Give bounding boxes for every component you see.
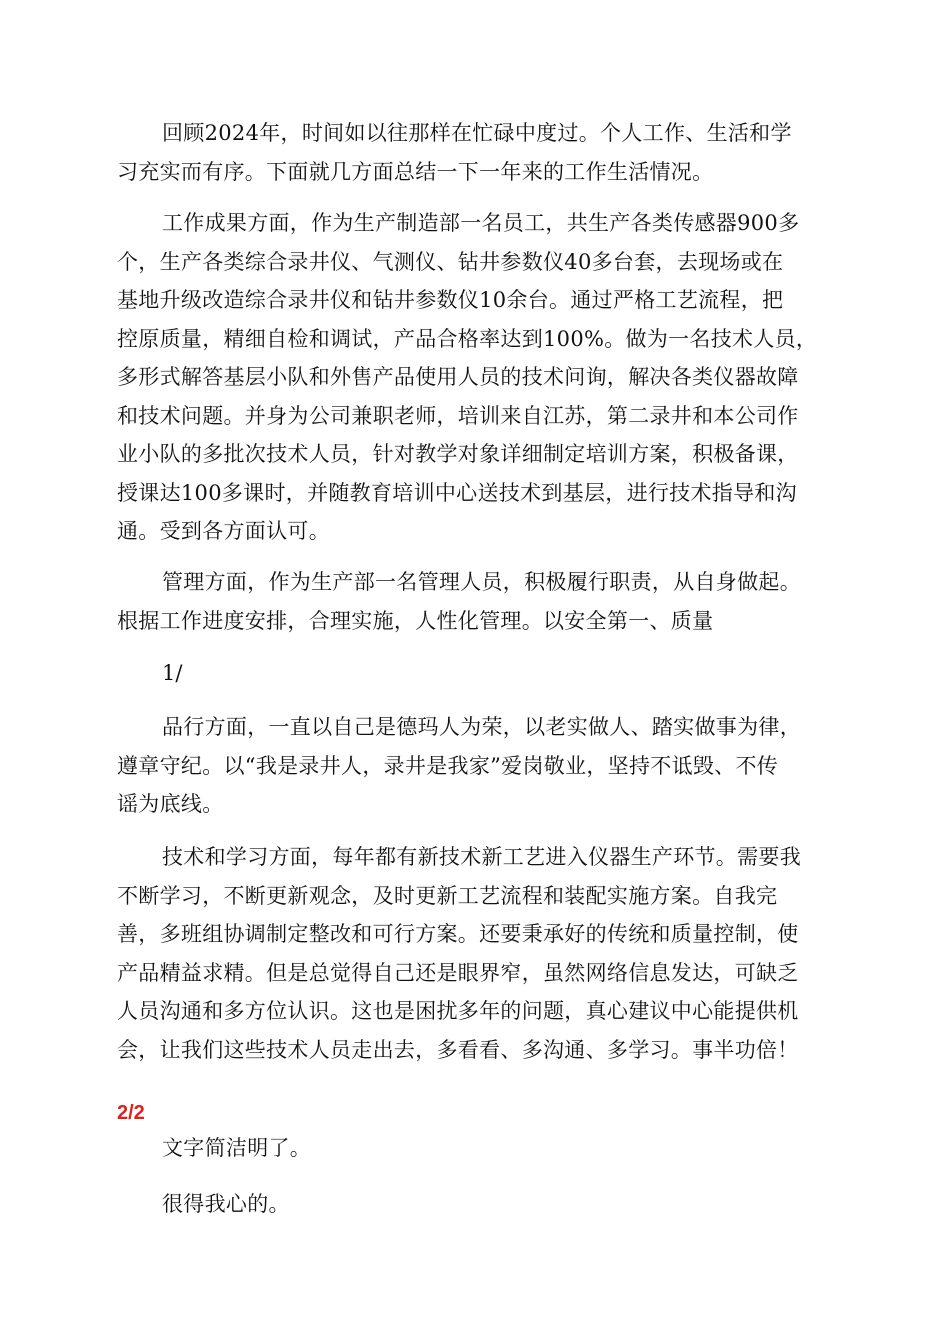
text-line: 根据工作进度安排，合理实施，人性化管理。以安全第一、质量	[117, 608, 714, 633]
paragraph-technology-learning	[117, 838, 833, 1069]
page-number-1: 1/	[162, 661, 183, 685]
paragraph-conduct	[117, 708, 833, 824]
paragraph-review-intro	[117, 114, 833, 191]
text-line: 业小队的多批次技术人员，针对教学对象详细制定培训方案，积极备课，	[117, 442, 799, 466]
text-line: 习充实而有序。下面就几方面总结一下一年来的工作生活情况。	[117, 159, 714, 184]
text-line: 遵章守纪。以“我是录井人，录井是我家”爱岗敬业，坚持不诋毁、不传	[117, 753, 779, 778]
text-line: 控原质量，精细自检和调试，产品合格率达到100%。做为一名技术人员，	[117, 326, 818, 351]
text-line: 谣为底线。	[117, 792, 224, 816]
page-number-2: 2/2	[117, 1102, 145, 1124]
text-line: 回顾2024年，时间如以往那样在忙碌中度过。个人工作、生活和学	[162, 121, 792, 145]
comment-approval	[117, 1185, 833, 1224]
text-line: 管理方面，作为生产部一名管理人员，积极履行职责，从自身做起。	[162, 570, 801, 594]
paragraph-work-results	[117, 204, 833, 551]
text-line: 不断学习，不断更新观念，及时更新工艺流程和装配实施方案。自我完	[117, 883, 778, 908]
text-line: 品行方面，一直以自己是德玛人为荣，以老实做人、踏实做事为律，	[162, 715, 801, 739]
text-line: 工作成果方面，作为生产制造部一名员工，共生产各类传感器900多	[162, 211, 800, 235]
comment-concise	[117, 1129, 833, 1168]
text-line: 通。受到各方面认可。	[117, 519, 330, 543]
text-line: 多形式解答基层小队和外售产品使用人员的技术问询，解决各类仪器故障	[117, 365, 799, 389]
text-line: 基地升级改造综合录井仪和钻井参数仪10余台。通过严格工艺流程，把	[117, 288, 784, 312]
text-line: 文字简洁明了。	[162, 1136, 312, 1160]
text-line: 会，让我们这些技术人员走出去，多看看、多沟通、多学习。事半功倍！	[117, 1037, 799, 1062]
text-line: 很得我心的。	[162, 1192, 290, 1216]
paragraph-management	[117, 563, 833, 640]
text-line: 授课达100多课时，并随教育培训中心送技术到基层，进行技术指导和沟	[117, 480, 797, 505]
text-line: 善，多班组协调制定整改和可行方案。还要秉承好的传统和质量控制，使	[117, 922, 799, 946]
text-line: 个，生产各类综合录井仪、气测仪、钻井参数仪40多台套，去现场或在	[117, 249, 784, 274]
text-line: 人员沟通和多方位认识。这也是困扰多年的问题，真心建议中心能提供机	[117, 999, 799, 1023]
text-line: 技术和学习方面，每年都有新技术新工艺进入仪器生产环节。需要我	[162, 845, 801, 869]
text-line: 产品精益求精。但是总觉得自己还是眼界窄，虽然网络信息发达，可缺乏	[117, 960, 799, 985]
text-line: 和技术问题。并身为公司兼职老师，培训来自江苏，第二录井和本公司作	[117, 403, 799, 428]
